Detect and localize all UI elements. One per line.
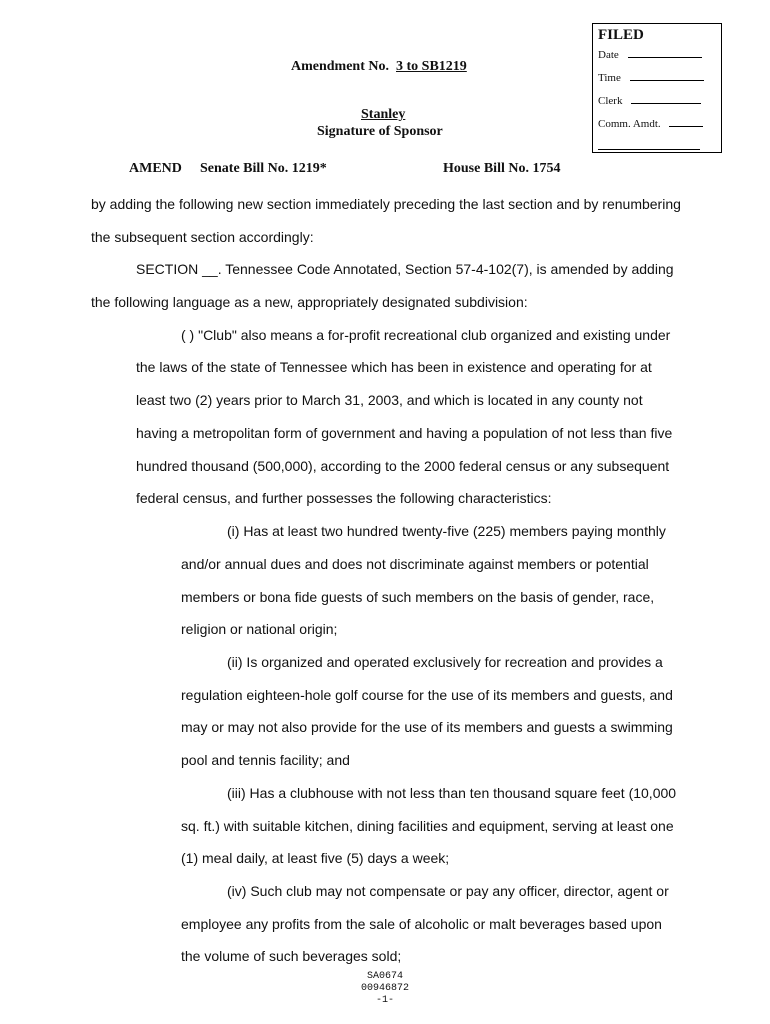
filed-comm-amdt-row: [598, 116, 703, 130]
filed-stamp-box: [592, 23, 722, 153]
filed-clerk-label: Clerk: [598, 95, 623, 107]
body-line: hundred thousand (500,000), according to the 2000 federal census or any subsequent: [136, 458, 670, 474]
body-line: employee any profits from the sale of alcoholic or malt beverages based upon: [181, 916, 662, 932]
body-line: by adding the following new section immediately preceding the last section and by renumbering: [91, 196, 681, 212]
body-line: (i) Has at least two hundred twenty-five (225) members paying monthly: [227, 523, 666, 539]
filed-extra-blank: [598, 139, 700, 150]
body-line: regulation eighteen-hole golf course for the use of its members and guests, and: [181, 687, 673, 703]
amend-label: AMEND: [129, 161, 182, 176]
body-line: the subsequent section accordingly:: [91, 229, 314, 245]
filed-clerk-blank: [631, 93, 701, 104]
house-bill-number: House Bill No. 1754: [443, 161, 561, 176]
amendment-heading: [291, 59, 467, 75]
filed-comm-amdt-label: Comm. Amdt.: [598, 118, 661, 130]
filed-extra-row: [598, 139, 700, 153]
body-line: sq. ft.) with suitable kitchen, dining facilities and equipment, serving at least one: [181, 818, 674, 834]
body-line: (iii) Has a clubhouse with not less than ten thousand square feet (10,000: [227, 785, 677, 801]
filed-date-blank: [628, 47, 702, 58]
footer-code-2: 00946872: [360, 983, 409, 994]
sponsor-name: Stanley: [361, 107, 406, 122]
amendment-number: 3 to SB1219: [396, 59, 467, 74]
sponsor-caption: Signature of Sponsor: [317, 124, 443, 139]
body-line: religion or national origin;: [181, 621, 338, 637]
body-line: the volume of such beverages sold;: [181, 948, 402, 964]
body-line: pool and tennis facility; and: [181, 752, 350, 768]
body-line: (iv) Such club may not compensate or pay any officer, director, agent or: [227, 883, 669, 899]
body-line: may or may not also provide for the use of its members and guests a swimming: [181, 719, 673, 735]
amendment-prefix: Amendment No.: [291, 59, 389, 74]
body-line: the following language as a new, appropriately designated subdivision:: [91, 294, 528, 310]
body-line: (ii) Is organized and operated exclusively for recreation and provides a: [227, 654, 663, 670]
body-line: SECTION __. Tennessee Code Annotated, Section 57-4-102(7), is amended by adding: [136, 261, 674, 277]
body-line: members or bona fide guests of such members on the basis of gender, race,: [181, 589, 655, 605]
filed-date-row: [598, 47, 702, 61]
filed-date-label: Date: [598, 49, 619, 61]
filed-time-blank: [630, 70, 704, 81]
page-number: -1-: [375, 995, 394, 1006]
filed-clerk-row: [598, 93, 701, 107]
body-line: the laws of the state of Tennessee which has been in existence and operating for at: [136, 359, 652, 375]
body-line: having a metropolitan form of government and having a population of not less than five: [136, 425, 673, 441]
filed-title: FILED: [598, 27, 644, 43]
body-line: and/or annual dues and does not discriminate against members or potential: [181, 556, 649, 572]
filed-time-label: Time: [598, 72, 621, 84]
body-line: federal census, and further possesses the following characteristics:: [136, 490, 552, 506]
body-line: least two (2) years prior to March 31, 2003, and which is located in any county not: [136, 392, 643, 408]
body-line: ( ) "Club" also means a for-profit recreational club organized and existing under: [181, 327, 671, 343]
footer-code-1: SA0674: [366, 971, 403, 982]
filed-comm-amdt-blank: [669, 116, 703, 127]
senate-bill-number: Senate Bill No. 1219*: [200, 161, 327, 176]
body-line: (1) meal daily, at least five (5) days a week;: [181, 850, 450, 866]
filed-time-row: [598, 70, 704, 84]
